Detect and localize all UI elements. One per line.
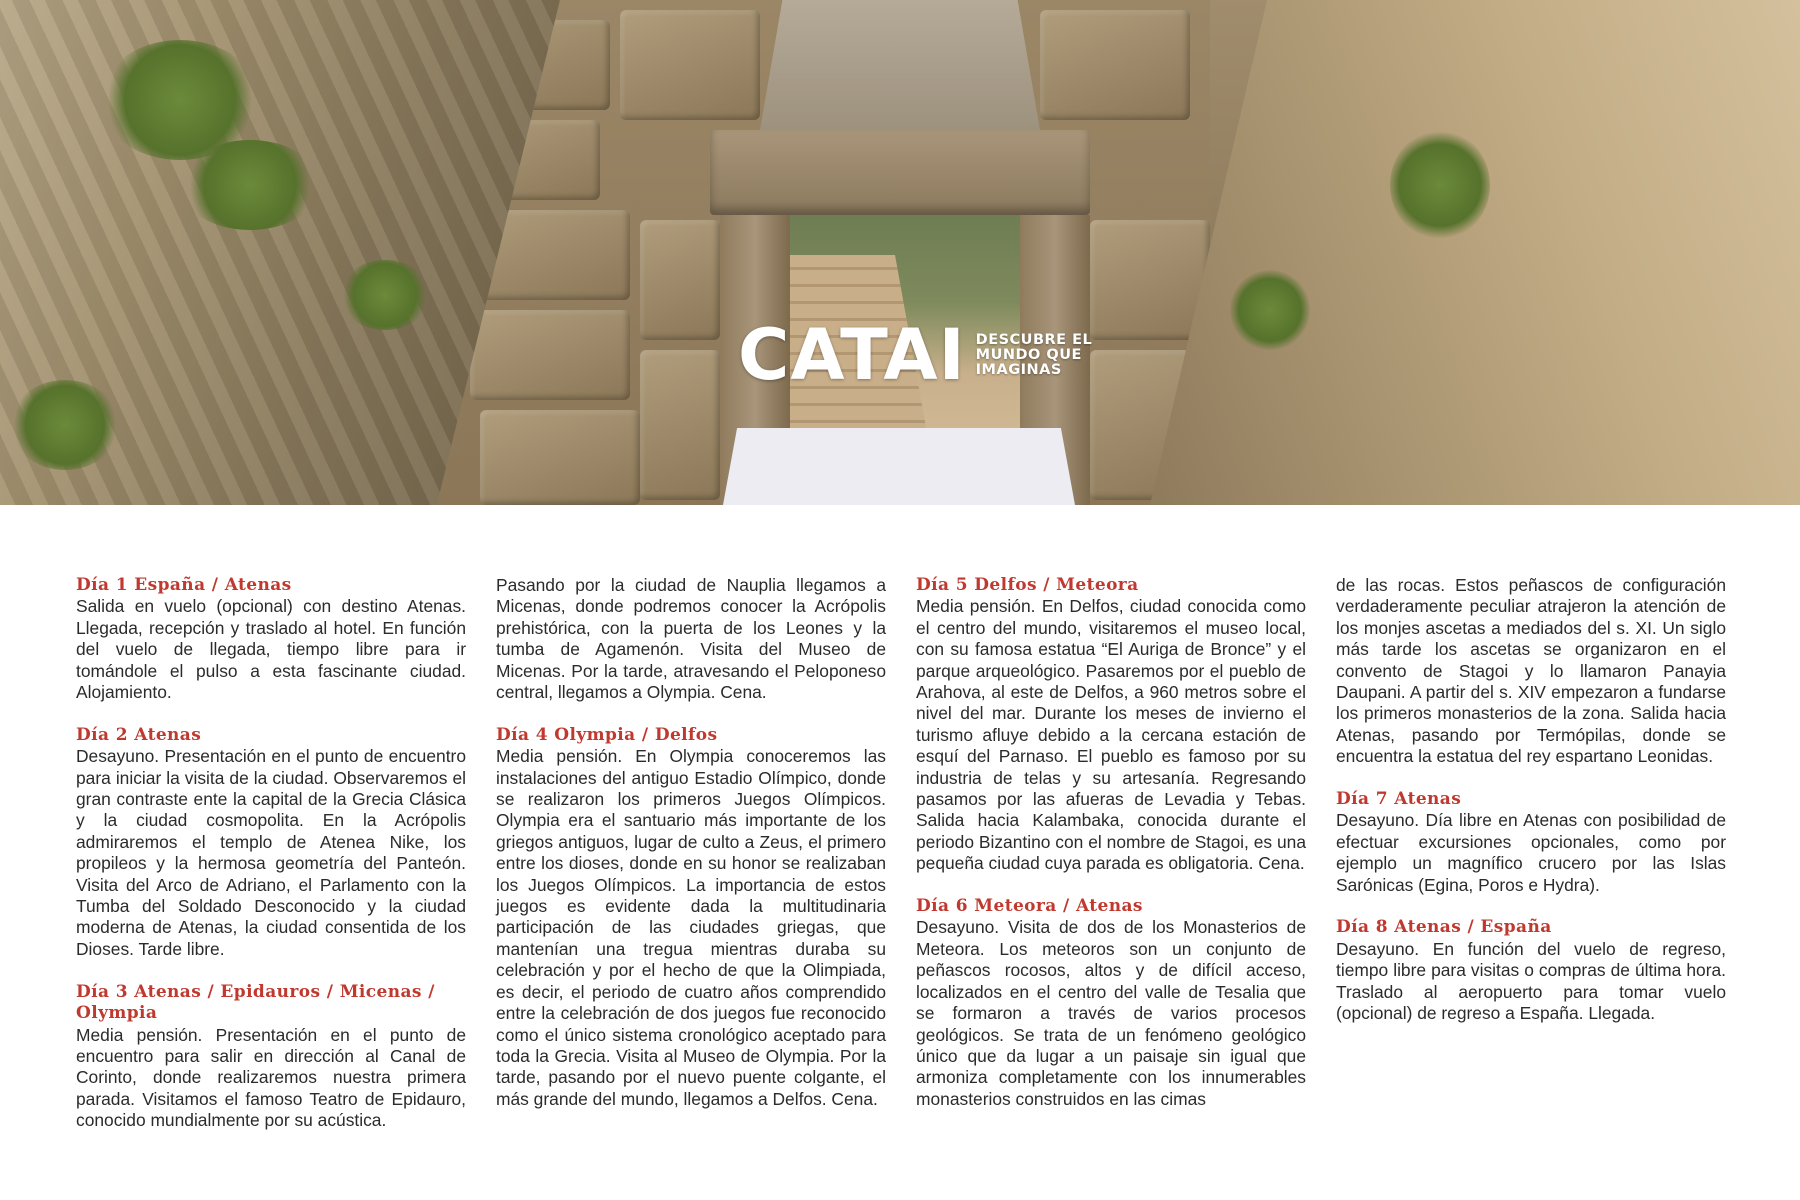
day-title: Día 3 Atenas / Epidauros / Micenas / Olympia — [76, 981, 435, 1024]
hero-photo — [0, 0, 1800, 505]
day-4 — [496, 725, 886, 1110]
day-6 — [916, 896, 1306, 1110]
brand-logo — [738, 314, 1096, 396]
day-text: Media pensión. En Delfos, ciudad conocida como el centro del mundo, visitaremos el museo local, con su famosa estatua “El Auriga de Bronce” y el parque arqueológico. Pasaremos por el pueblo de Arahova, al este de Delfos, a 960 metros sobre el nivel del mar. Durante los meses de invierno el turismo afluye debido a la cercana estación de esquí del Parnaso. El pueblo es famoso por su industria de telas y su artesanía. Regresando pasamos por las afueras de Levadia y Tebas. Salida hacia Kalambaka, conocida durante el periodo Bizantino con el nombre de Stagoi, es una pequeña ciudad cuya parada es obligatoria. Cena. — [916, 596, 1306, 874]
text-column-1 — [76, 575, 466, 1153]
day-5 — [916, 575, 1306, 875]
day-8 — [1336, 917, 1726, 1024]
brand-tagline: DESCUBRE EL MUNDO QUE IMAGINAS — [975, 331, 1093, 378]
day-2 — [76, 725, 466, 960]
text-column-4 — [1336, 575, 1726, 1046]
vegetation — [1230, 270, 1310, 350]
text-column-2 — [496, 575, 886, 1132]
rock-face-right — [1150, 0, 1800, 505]
day-title: Día 2 Atenas — [76, 724, 202, 745]
day-3-continuation: Pasando por la ciudad de Nauplia llegamos a Micenas, donde podremos conocer la Acrópolis prehistórica, con la puerta de los Leones y la tumba de Agamenón. Visita del Museo de Micenas. Por la tarde, atravesando el Peloponeso central, llegamos a Olympia. Cena. — [496, 575, 886, 703]
day-1 — [76, 575, 466, 703]
day-title: Día 4 Olympia / Delfos — [496, 724, 718, 745]
day-title: Día 8 Atenas / España — [1336, 917, 1552, 938]
vegetation — [180, 140, 320, 230]
day-title: Día 5 Delfos / Meteora — [916, 575, 1139, 595]
day-title: Día 1 España / Atenas — [76, 575, 292, 595]
day-text: Desayuno. Día libre en Atenas con posibilidad de efectuar excursiones opcionales, como por ejemplo un magnífico crucero por las Islas Sarónicas (Egina, Poros e Hydra). — [1336, 810, 1726, 895]
lion-relief — [760, 0, 1040, 130]
day-text: Media pensión. En Olympia conoceremos las instalaciones del antiguo Estadio Olímpico, donde se realizaron los primeros Juegos Olímpicos. Olympia era el santuario más importante de los griegos antiguos, lugar de culto a Zeus, el primero entre los dioses, donde en su honor se realizaban los Juegos Olímpicos. La importancia de estos juegos es evidente dada la multitudinaria participación de las ciudades griegas, que mantenían una tregua mientras duraba su celebración y por el hecho de que la Olimpiada, es decir, el periodo de cuatro años comprendido entre la celebración de dos juegos fue reconocido como el único sistema cronológico aceptado para toda la Grecia. Visita al Museo de Olympia. Por la tarde, pasando por el nuevo puente colgante, el más grande del mundo, llegamos a Delfos. Cena. — [496, 746, 886, 1109]
brand-name: CATAI — [738, 314, 966, 396]
plaque-shape — [723, 428, 1075, 505]
day-title: Día 6 Meteora / Atenas — [916, 896, 1143, 917]
day-text: Desayuno. Visita de dos de los Monasterios de Meteora. Los meteoros son un conjunto de peñascos rocosos, altos y de difícil acceso, localizados en el centro del valle de Tesalia que se formaron a través de varios procesos geológicos. Se trata de un fenómeno geológico único que da lugar a un paisaje sin igual que armoniza completamente con los innumerables monasterios construidos en las cimas — [916, 917, 1306, 1109]
vegetation — [340, 260, 430, 330]
day-3 — [76, 982, 466, 1132]
day-text: Media pensión. Presentación en el punto de encuentro para salir en dirección al Canal de Corinto, donde realizaremos nuestra primera parada. Visitamos el famoso Teatro de Epidauro, conocido mundialmente por su acústica. — [76, 1024, 466, 1131]
vegetation — [10, 380, 120, 470]
day-text: Desayuno. En función del vuelo de regreso, tiempo libre para visitas o compras de última hora. Traslado al aeropuerto para tomar vuelo (opcional) de regreso a España. Llegada. — [1336, 938, 1726, 1024]
gate-lintel — [710, 130, 1090, 215]
day-text: Desayuno. Presentación en el punto de encuentro para iniciar la visita de la ciudad. Observaremos el gran contraste ente la capital de la Grecia Clásica y la ciudad cosmopolita. En la Acrópolis admiraremos el templo de Atenea Nike, los propileos y la hermosa geometría del Panteón. Visita del Arco de Adriano, el Parlamento con la Tumba del Soldado Desconocido y la ciudad moderna de Atenas, la ciudad consentida de los Dioses. Tarde libre. — [76, 746, 466, 959]
day-6-continuation: de las rocas. Estos peñascos de configuración verdaderamente peculiar atrajeron la atención de los monjes ascetas a mediados del s. XI. Un siglo más tarde los ascetas se organizaron en el convento de Stagoi y lo llamaron Panayia Daupani. A partir del s. XIV empezaron a fundarse los primeros monasterios de la zona. Salida hacia Atenas, pasando por Termópilas, donde se encuentra la estatua del rey espartano Leonidas. — [1336, 575, 1726, 767]
day-text: Salida en vuelo (opcional) con destino Atenas. Llegada, recepción y traslado al hotel. En función del vuelo de llegada, tiempo libre para ir tomándole el pulso a esta fascinante ciudad. Alojamiento. — [76, 596, 466, 703]
text-column-3 — [916, 575, 1306, 1132]
vegetation — [1390, 130, 1490, 240]
day-title: Día 7 Atenas — [1336, 789, 1462, 810]
day-7 — [1336, 789, 1726, 896]
